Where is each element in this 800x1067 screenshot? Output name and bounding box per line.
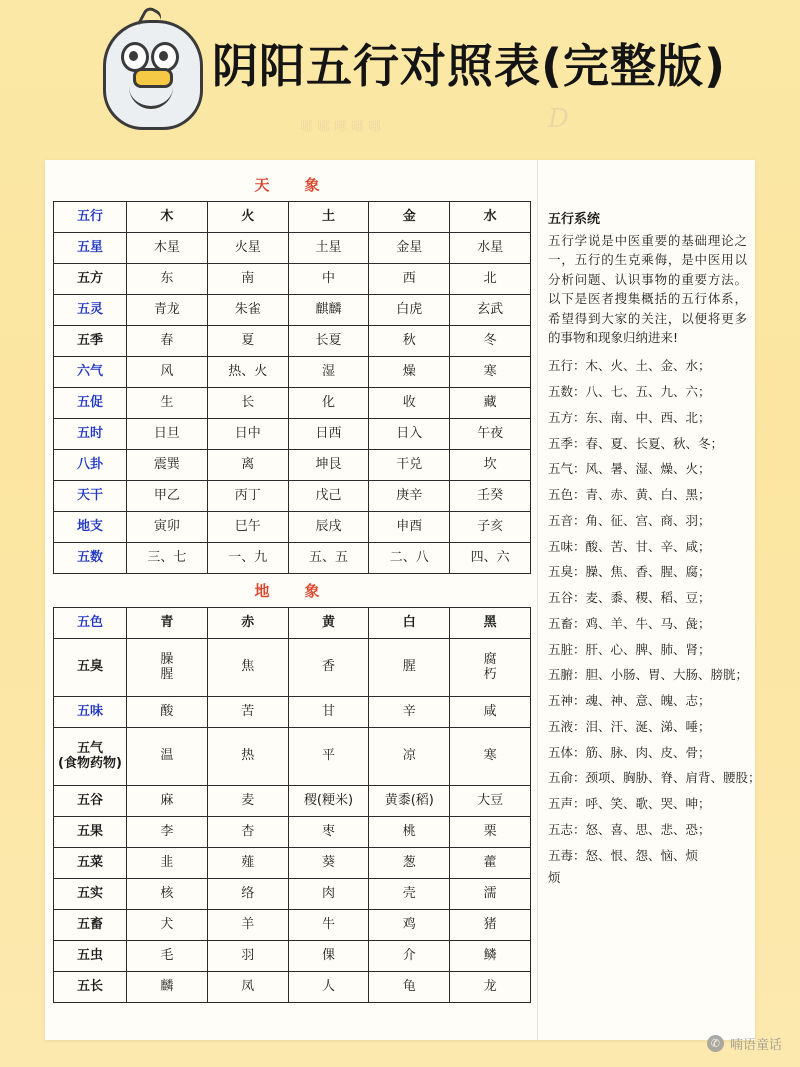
table-cell: 濡 (450, 879, 531, 910)
table-cell: 春 (127, 326, 208, 357)
table-cell: 黄黍(稻) (369, 786, 450, 817)
table-cell: 葱 (369, 848, 450, 879)
table-corner-header: 五色 (54, 608, 127, 639)
table-cell: 麟 (127, 972, 208, 1003)
table-cell: 稷(粳米) (288, 786, 369, 817)
table-cell: 焦 (207, 639, 288, 697)
sidebar-intro: 五行学说是中医重要的基础理论之一，五行的生克乘侮，是中医用以分析问题、认识事物的重要方法。以下是医者搜集概括的五行体系，希望得到大家的关注，以便将更多的事物和现象归纳进来! (548, 233, 747, 345)
table-cell: 西 (369, 264, 450, 295)
column-header: 火 (207, 202, 288, 233)
table-cell: 葵 (288, 848, 369, 879)
table-cell: 腥 (369, 639, 450, 697)
table-cell: 白虎 (369, 295, 450, 326)
table-cell: 坎 (450, 450, 531, 481)
table-cell: 一、九 (207, 543, 288, 574)
table-cell: 栗 (450, 817, 531, 848)
row-header: 五数 (54, 543, 127, 574)
table-cell: 风 (127, 357, 208, 388)
table-cell: 咸 (450, 697, 531, 728)
table-cell: 甲乙 (127, 481, 208, 512)
row-header: 五虫 (54, 941, 127, 972)
table-cell: 庚辛 (369, 481, 450, 512)
table-cell: 朱雀 (207, 295, 288, 326)
sidebar-line: 五数：八、七、五、九、六； (548, 384, 711, 399)
sidebar-line: 五脏：肝、心、脾、肺、肾； (548, 641, 711, 657)
row-header: 五气 (食物药物) (54, 728, 127, 786)
table-row (54, 512, 531, 543)
table-cell: 龟 (369, 972, 450, 1003)
table-cell: 肉 (288, 879, 369, 910)
sidebar-line: 五谷：麦、黍、稷、稻、豆； (548, 590, 711, 605)
table-cell: 火星 (207, 233, 288, 264)
table-cell: 日旦 (127, 419, 208, 450)
table-row (54, 419, 531, 450)
table-cell: 腐 朽 (450, 639, 531, 697)
column-header: 水 (450, 202, 531, 233)
row-header: 五时 (54, 419, 127, 450)
table-row (54, 941, 531, 972)
table-row (54, 786, 531, 817)
column-header: 木 (127, 202, 208, 233)
table-cell: 麻 (127, 786, 208, 817)
table-cell: 热、火 (207, 357, 288, 388)
table-cell: 北 (450, 264, 531, 295)
row-header: 五畜 (54, 910, 127, 941)
table-cell: 东 (127, 264, 208, 295)
table-cell: 三、七 (127, 543, 208, 574)
table-cell: 大豆 (450, 786, 531, 817)
sidebar-tail: 烦 (548, 870, 561, 886)
table-cell: 人 (288, 972, 369, 1003)
table-cell: 温 (127, 728, 208, 786)
watermark-label: 喃语童话 (729, 1038, 782, 1053)
table-cell: 介 (369, 941, 450, 972)
row-header: 五方 (54, 264, 127, 295)
table-cell: 苦 (207, 697, 288, 728)
table-cell: 戊己 (288, 481, 369, 512)
sidebar-line: 五体：筋、脉、肉、皮、骨； (548, 744, 711, 760)
table-cell: 臊 腥 (127, 639, 208, 697)
table-cell: 麦 (207, 786, 288, 817)
table-cell: 干兑 (369, 450, 450, 481)
table-cell: 韭 (127, 848, 208, 879)
table-cell: 猪 (450, 910, 531, 941)
table-cell: 子亥 (450, 512, 531, 543)
table-cell: 藏 (450, 388, 531, 419)
sidebar-line: 五气：风、暑、湿、燥、火； (548, 461, 711, 477)
row-header: 五臭 (54, 639, 127, 697)
table-cell: 藿 (450, 848, 531, 879)
row-header: 五果 (54, 817, 127, 848)
table-row (54, 326, 531, 357)
table-cell: 鳞 (450, 941, 531, 972)
table-cell: 水星 (450, 233, 531, 264)
table-cell: 燥 (369, 357, 450, 388)
table-row (54, 388, 531, 419)
table-cell: 收 (369, 388, 450, 419)
sidebar-title: 五行系统 (548, 212, 601, 227)
sidebar-line: 五神：魂、神、意、魄、志； (548, 693, 711, 708)
table-row (54, 972, 531, 1003)
sidebar-line: 五畜：鸡、羊、牛、马、彘； (548, 615, 711, 631)
table-cell: 青龙 (127, 295, 208, 326)
table-cell: 凉 (369, 728, 450, 786)
table-cell: 冬 (450, 326, 531, 357)
page-header (0, 0, 800, 150)
sidebar-line: 五臭：臊、焦、香、腥、腐； (548, 564, 711, 580)
table-row (54, 879, 531, 910)
table-cell: 麒麟 (288, 295, 369, 326)
sidebar-line: 五方：东、南、中、西、北； (548, 409, 711, 425)
table-cell: 倮 (288, 941, 369, 972)
sidebar-line: 五季：春、夏、长夏、秋、冬； (548, 435, 724, 451)
table-row (54, 543, 531, 574)
row-header: 天干 (54, 481, 127, 512)
earth-table (53, 607, 531, 1003)
table-cell: 坤艮 (288, 450, 369, 481)
sidebar-line: 五行：木、火、土、金、水； (548, 358, 711, 374)
table-cell: 桃 (369, 817, 450, 848)
content-card (45, 160, 761, 1040)
table-cell: 羽 (207, 941, 288, 972)
table-cell: 香 (288, 639, 369, 697)
table-cell: 日中 (207, 419, 288, 450)
row-header: 五灵 (54, 295, 127, 326)
table-cell: 羊 (207, 910, 288, 941)
table-cell: 长 (207, 388, 288, 419)
table-row (54, 728, 531, 786)
row-header: 五实 (54, 879, 127, 910)
table-cell: 申酉 (369, 512, 450, 543)
table-row (54, 639, 531, 697)
row-header: 五长 (54, 972, 127, 1003)
table-cell: 四、六 (450, 543, 531, 574)
row-header: 八卦 (54, 450, 127, 481)
row-header: 五星 (54, 233, 127, 264)
table-corner-header: 五行 (54, 202, 127, 233)
table-cell: 寒 (450, 357, 531, 388)
table-cell: 日西 (288, 419, 369, 450)
faint-text: 哪哪哪哪哪 (300, 120, 386, 135)
table-cell: 络 (207, 879, 288, 910)
duck-mascot-icon (95, 6, 205, 126)
faint-letter: D (548, 104, 569, 134)
table-header-row (54, 608, 531, 639)
row-header: 五味 (54, 697, 127, 728)
table-row (54, 357, 531, 388)
table-row (54, 233, 531, 264)
row-header: 五菜 (54, 848, 127, 879)
table-cell: 壬癸 (450, 481, 531, 512)
table-row (54, 481, 531, 512)
table-row (54, 697, 531, 728)
table-cell: 玄武 (450, 295, 531, 326)
table-cell: 夏 (207, 326, 288, 357)
table-cell: 金星 (369, 233, 450, 264)
row-header: 地支 (54, 512, 127, 543)
table-cell: 辰戌 (288, 512, 369, 543)
row-header: 五谷 (54, 786, 127, 817)
column-header: 黑 (450, 608, 531, 639)
row-header: 六气 (54, 357, 127, 388)
sidebar-line: 五俞：颈项、胸胁、脊、肩背、腰股； (548, 770, 761, 786)
table-cell: 平 (288, 728, 369, 786)
table-cell: 犬 (127, 910, 208, 941)
table-cell: 龙 (450, 972, 531, 1003)
table-cell: 李 (127, 817, 208, 848)
sidebar-line: 五志：怒、喜、思、悲、恐； (548, 821, 711, 837)
table-cell: 枣 (288, 817, 369, 848)
table-cell: 离 (207, 450, 288, 481)
table-cell: 生 (127, 388, 208, 419)
table-cell: 土星 (288, 233, 369, 264)
table-cell: 毛 (127, 941, 208, 972)
sidebar-line: 五音：角、征、宫、商、羽； (548, 512, 711, 528)
column-header: 黄 (288, 608, 369, 639)
table-cell: 化 (288, 388, 369, 419)
table-cell: 酸 (127, 697, 208, 728)
table-cell: 壳 (369, 879, 450, 910)
sidebar-line: 五毒：怒、恨、怨、恼、烦 (548, 847, 699, 863)
table-header-row (54, 202, 531, 233)
table-cell: 辛 (369, 697, 450, 728)
table-cell: 甘 (288, 697, 369, 728)
table-cell: 薤 (207, 848, 288, 879)
table-cell: 鸡 (369, 910, 450, 941)
table-cell: 五、五 (288, 543, 369, 574)
page-title: 阴阳五行对照表(完整版) (212, 39, 727, 93)
sidebar-line: 五色：青、赤、黄、白、黑； (548, 487, 711, 502)
table-row (54, 295, 531, 326)
sidebar-notes (537, 160, 761, 1040)
column-header: 金 (369, 202, 450, 233)
table-cell: 凤 (207, 972, 288, 1003)
table-cell: 杏 (207, 817, 288, 848)
table-cell: 秋 (369, 326, 450, 357)
table-cell: 湿 (288, 357, 369, 388)
table-cell: 长夏 (288, 326, 369, 357)
column-header: 土 (288, 202, 369, 233)
watermark (707, 1034, 782, 1053)
earth-section-title: 地 象 (254, 582, 330, 600)
sky-table (53, 201, 531, 574)
table-cell: 丙丁 (207, 481, 288, 512)
column-header: 赤 (207, 608, 288, 639)
sidebar-line: 五腑：胆、小肠、胃、大肠、膀胱； (548, 667, 749, 683)
row-header: 五季 (54, 326, 127, 357)
sidebar-line: 五声：呼、笑、歌、哭、呻； (548, 796, 711, 811)
table-row (54, 910, 531, 941)
table-cell: 震巽 (127, 450, 208, 481)
table-row (54, 450, 531, 481)
sidebar-line: 五味：酸、苦、甘、辛、咸； (548, 538, 711, 554)
tables-column (45, 160, 537, 1040)
table-cell: 二、八 (369, 543, 450, 574)
table-cell: 木星 (127, 233, 208, 264)
table-cell: 核 (127, 879, 208, 910)
table-row (54, 848, 531, 879)
sky-section-title: 天 象 (254, 176, 330, 194)
table-cell: 寅卯 (127, 512, 208, 543)
table-cell: 巳午 (207, 512, 288, 543)
table-cell: 牛 (288, 910, 369, 941)
table-row (54, 817, 531, 848)
sidebar-line: 五液：泪、汗、涎、涕、唾； (548, 718, 711, 734)
table-cell: 午夜 (450, 419, 531, 450)
column-header: 青 (127, 608, 208, 639)
table-cell: 南 (207, 264, 288, 295)
table-cell: 寒 (450, 728, 531, 786)
table-cell: 中 (288, 264, 369, 295)
table-cell: 日入 (369, 419, 450, 450)
row-header: 五促 (54, 388, 127, 419)
table-cell: 热 (207, 728, 288, 786)
table-row (54, 264, 531, 295)
wechat-icon: ✆ (707, 1035, 724, 1052)
column-header: 白 (369, 608, 450, 639)
